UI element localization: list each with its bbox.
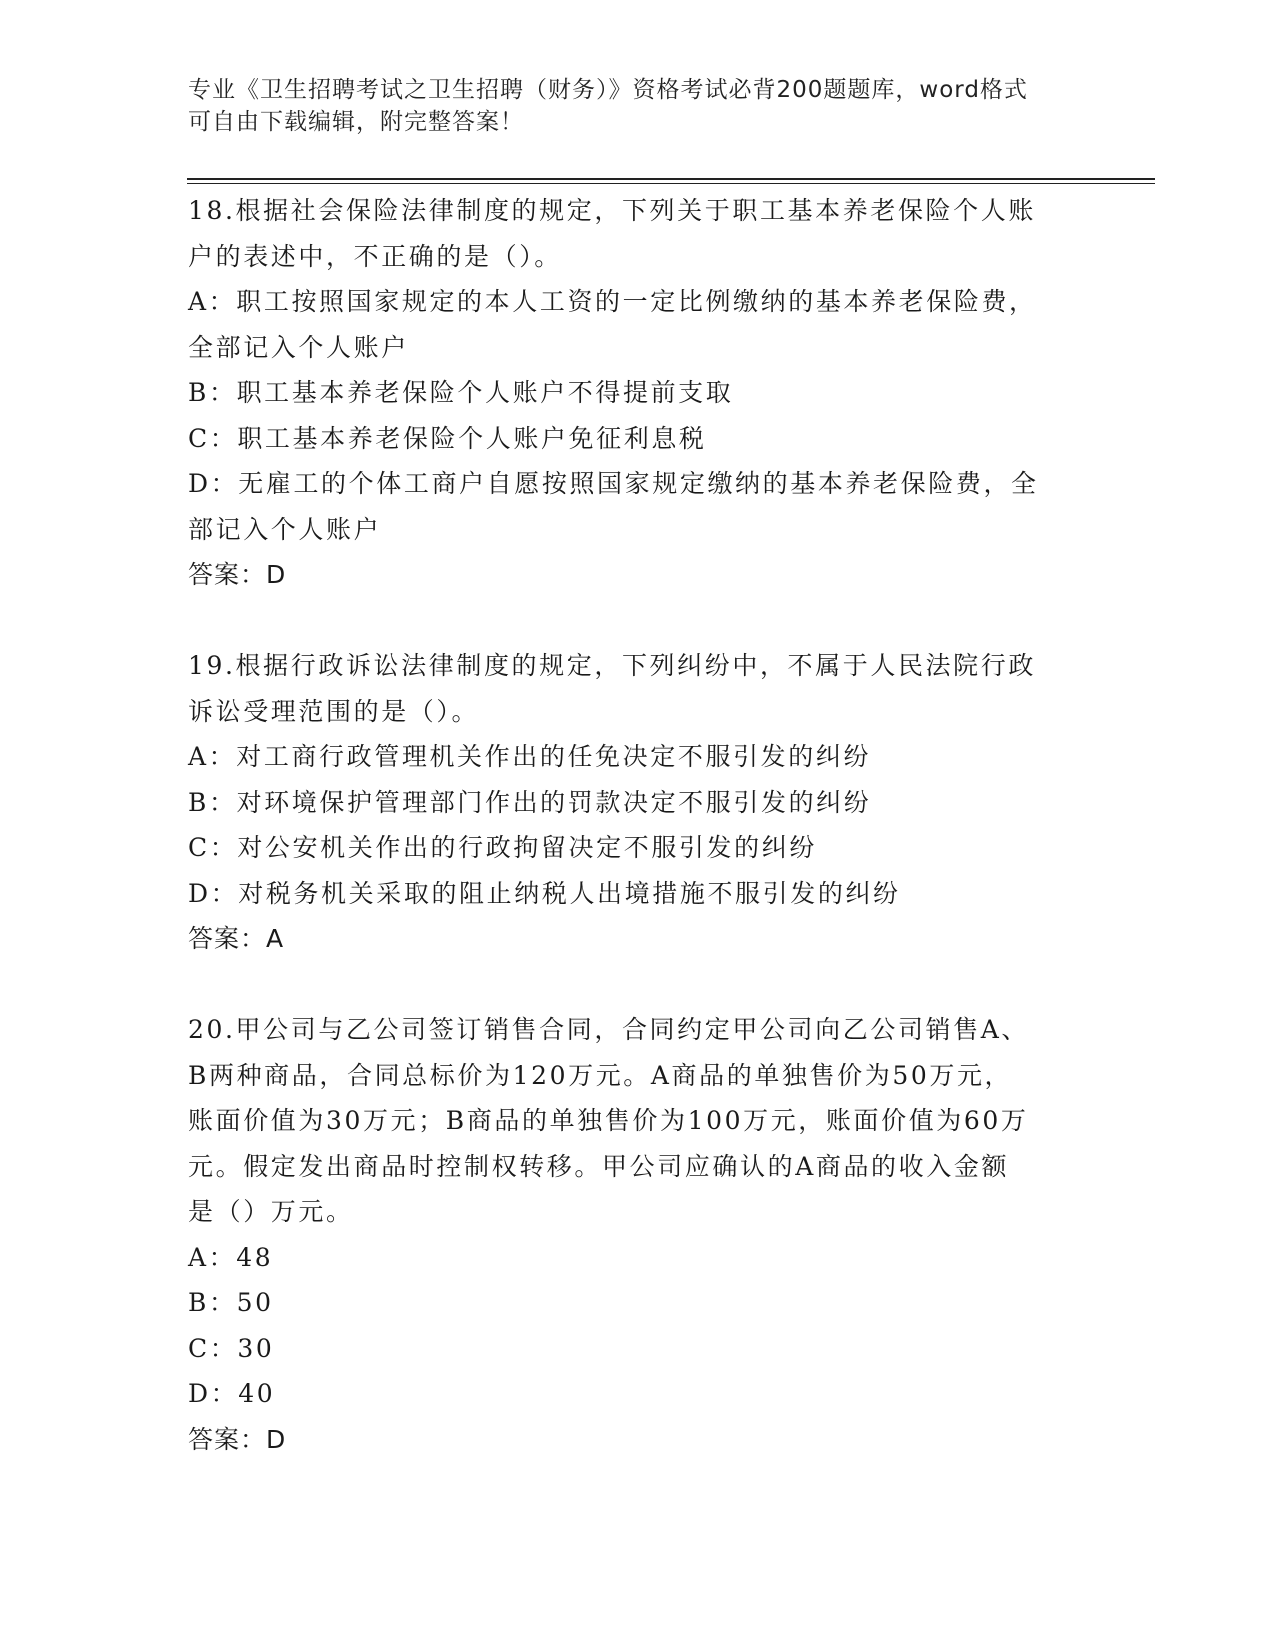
question-stem-line: 元。假定发出商品时控制权转移。甲公司应确认的A商品的收入金额 <box>188 1151 1010 1181</box>
option-a: A：职工按照国家规定的本人工资的一定比例缴纳的基本养老保险费， <box>188 287 1037 316</box>
question-stem-line: 账面价值为30万元；B商品的单独售价为100万元，账面价值为60万 <box>188 1106 1029 1135</box>
document-header <box>188 74 1088 138</box>
option-b: B：对环境保护管理部门作出的罚款决定不服引发的纠纷 <box>188 787 872 817</box>
answer-label: 答案：D <box>188 560 287 589</box>
question-19 <box>188 643 1148 961</box>
question-stem-line: 是（）万元。 <box>188 1197 354 1226</box>
question-stem-line: 20.甲公司与乙公司签订销售合同，合同约定甲公司向乙公司销售A、 <box>188 1015 1030 1044</box>
header-divider-thin <box>187 183 1155 184</box>
answer-label: 答案：A <box>188 924 285 953</box>
option-a: A：48 <box>188 1242 274 1272</box>
answer-label: 答案：D <box>188 1424 287 1454</box>
question-stem-line: 19.根据行政诉讼法律制度的规定，下列纠纷中，不属于人民法院行政 <box>188 651 1036 680</box>
option-d: D：对税务机关采取的阻止纳税人出境措施不服引发的纠纷 <box>188 878 901 908</box>
header-divider-thick <box>187 178 1155 180</box>
option-c: C：职工基本养老保险个人账户免征利息税 <box>188 423 707 453</box>
header-line-2: 可自由下载编辑，附完整答案！ <box>188 109 524 135</box>
question-list <box>188 188 1148 1508</box>
option-d: D：40 <box>188 1379 276 1408</box>
option-a: A：对工商行政管理机关作出的任免决定不服引发的纠纷 <box>188 742 872 771</box>
option-b: B：职工基本养老保险个人账户不得提前支取 <box>188 378 734 407</box>
option-d: D：无雇工的个体工商户自愿按照国家规定缴纳的基本养老保险费，全 <box>188 469 1039 498</box>
question-stem-line: 18.根据社会保险法律制度的规定，下列关于职工基本养老保险个人账 <box>188 196 1036 225</box>
question-stem-line: 户的表述中，不正确的是（）。 <box>188 241 562 271</box>
option-c: C：30 <box>188 1333 275 1363</box>
question-20 <box>188 1007 1148 1462</box>
option-c: C：对公安机关作出的行政拘留决定不服引发的纠纷 <box>188 833 817 862</box>
question-stem-line: 诉讼受理范围的是（）。 <box>188 696 480 726</box>
question-18 <box>188 188 1148 597</box>
option-a-continued: 全部记入个人账户 <box>188 332 409 362</box>
option-b: B：50 <box>188 1288 274 1317</box>
option-d-continued: 部记入个人账户 <box>188 514 382 544</box>
question-stem-line: B两种商品，合同总标价为120万元。A商品的单独售价为50万元， <box>188 1060 1013 1090</box>
header-line-1: 专业《卫生招聘考试之卫生招聘（财务）》资格考试必背200题题库，word格式 <box>188 77 1028 103</box>
